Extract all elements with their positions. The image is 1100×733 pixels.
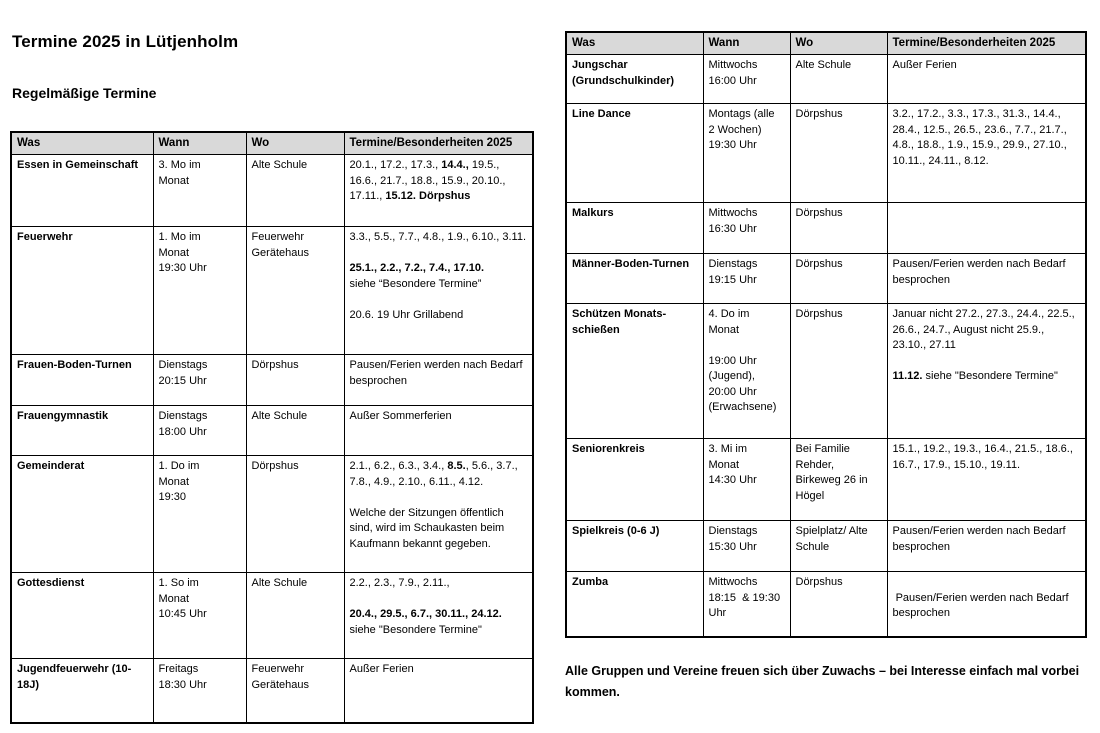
- cell-line: Dienstags: [708, 258, 758, 270]
- cell-line: Feuerwehr: [251, 663, 305, 675]
- date-bold: 25.1., 2.2., 7.2., 7.4., 17.10.: [349, 262, 485, 274]
- table-row: [566, 521, 1086, 572]
- dates-cell: [344, 227, 533, 355]
- date-text: 20.6. 19 Uhr Grillabend: [349, 308, 464, 321]
- event-name-cell: Malkurs: [566, 203, 703, 254]
- cell-line: [893, 369, 1081, 385]
- column-header: Was: [11, 132, 153, 155]
- cell-line: Dienstags: [158, 359, 208, 371]
- column-header: Wann: [703, 32, 790, 55]
- column-header: Termine/Besonderheiten 2025: [344, 132, 533, 155]
- cell-line: [350, 662, 528, 678]
- table-row: [11, 456, 533, 573]
- date-text: Pausen/Ferien werden nach Bedarf besprochen: [892, 525, 1069, 553]
- table-row: [566, 104, 1086, 203]
- event-name-cell: Frauen-Boden-Turnen: [11, 355, 153, 406]
- cell-line: 4. Do im: [708, 308, 750, 320]
- date-bold: 11.12.: [892, 370, 923, 382]
- cell-line: 1. Do im: [158, 460, 200, 472]
- when-cell: [153, 573, 246, 659]
- date-text: 3.2., 17.2., 3.3., 17.3., 31.3., 14.4., 28.4., 12.5., 26.5., 23.6., 7.7., 21.7., 4.8., 18.8., 1.9., 15.9., 29.9., 27.10., 10.11., 24.11., 8.12.: [892, 108, 1070, 167]
- event-name-cell: Line Dance: [566, 104, 703, 203]
- cell-line: 19:30 Uhr: [708, 139, 757, 151]
- event-name-cell: Feuerwehr: [11, 227, 153, 355]
- where-cell: [246, 659, 344, 723]
- cell-line: Dörpshus: [251, 460, 299, 472]
- cell-line: Dienstags: [708, 525, 758, 537]
- cell-line: Bei Familie: [795, 443, 850, 455]
- table-row: [566, 203, 1086, 254]
- dates-cell: [344, 406, 533, 456]
- cell-line: Gerätehaus: [251, 246, 309, 259]
- when-cell: [703, 104, 790, 203]
- cell-line: [350, 459, 528, 490]
- event-name-cell: Essen in Gemeinschaft: [11, 155, 153, 227]
- dates-cell: [344, 659, 533, 723]
- dates-cell: [887, 254, 1086, 304]
- dates-cell: [344, 155, 533, 227]
- cell-line: Dienstags: [158, 410, 208, 422]
- where-cell: [790, 304, 887, 439]
- cell-line: [350, 358, 528, 389]
- cell-line: Mittwochs: [708, 207, 758, 219]
- date-text: siehe “Besondere Termine”: [349, 277, 482, 290]
- event-name-cell: Schützen Monats-schießen: [566, 304, 703, 439]
- cell-line: Mittwochs: [708, 59, 758, 71]
- cell-line: Alte Schule: [795, 59, 852, 71]
- cell-line: 18:00 Uhr: [158, 425, 207, 438]
- cell-line: Monat: [158, 174, 190, 187]
- cell-line: [350, 592, 528, 608]
- when-cell: [703, 439, 790, 521]
- dates-cell: [344, 355, 533, 406]
- cell-line: Högel: [795, 489, 825, 502]
- cell-line: Monat: [158, 246, 190, 259]
- cell-line: 1. Mo im: [158, 231, 201, 243]
- cell-line: 3. Mi im: [708, 443, 747, 455]
- cell-line: Rehder,: [795, 458, 835, 471]
- dates-cell: [887, 55, 1086, 104]
- table-row: [11, 155, 533, 227]
- date-text: Außer Sommerferien: [349, 410, 452, 422]
- cell-line: 16:30 Uhr: [708, 222, 757, 235]
- when-cell: [153, 659, 246, 723]
- when-cell: [703, 572, 790, 637]
- cell-line: Dörpshus: [795, 308, 843, 320]
- event-name-cell: Gemeinderat: [11, 456, 153, 573]
- table-row: [11, 227, 533, 355]
- cell-line: Spielplatz/ Alte: [795, 525, 868, 537]
- where-cell: [790, 104, 887, 203]
- date-text: 2.2., 2.3., 7.9., 2.11.,: [349, 577, 450, 589]
- cell-line: 15:30 Uhr: [708, 540, 757, 553]
- cell-line: 16:00 Uhr: [708, 74, 757, 87]
- date-text: Außer Ferien: [892, 59, 957, 71]
- date-bold: 20.4., 29.5., 6.7., 30.11., 24.12.: [349, 608, 502, 620]
- when-cell: [153, 355, 246, 406]
- table-row: [566, 254, 1086, 304]
- column-header: Termine/Besonderheiten 2025: [887, 32, 1086, 55]
- where-cell: [246, 456, 344, 573]
- date-text: siehe "Besondere Termine": [922, 370, 1058, 382]
- dates-cell: [344, 456, 533, 573]
- cell-line: 18:30 Uhr: [158, 678, 207, 691]
- date-text: 15.1., 19.2., 19.3., 16.4., 21.5., 18.6., 16.7., 17.9., 15.10., 19.11.: [892, 443, 1076, 471]
- cell-line: [350, 623, 528, 639]
- when-cell: [703, 203, 790, 254]
- schedule-table-left: [10, 131, 534, 724]
- column-header: Wo: [246, 132, 344, 155]
- dates-cell: [344, 573, 533, 659]
- date-text: Außer Ferien: [349, 663, 414, 675]
- cell-line: [893, 58, 1081, 74]
- where-cell: [246, 227, 344, 355]
- date-text: Welche der Sitzungen öffentlich sind, wird im Schaukasten beim Kaufmann bekannt gegeben.: [349, 506, 508, 550]
- date-text: siehe "Besondere Termine": [349, 623, 482, 636]
- cell-line: [350, 261, 528, 277]
- event-name-cell: Gottesdienst: [11, 573, 153, 659]
- cell-line: Alte Schule: [251, 577, 308, 589]
- cell-line: 2 Wochen): [708, 123, 762, 136]
- date-bold: 14.4.,: [441, 159, 469, 171]
- cell-line: [350, 308, 528, 324]
- cell-line: 19:00 Uhr: [708, 354, 757, 367]
- date-text: Pausen/Ferien werden nach Bedarf besprochen: [349, 359, 526, 387]
- cell-line: [350, 158, 528, 205]
- where-cell: [246, 406, 344, 456]
- cell-line: [350, 409, 528, 425]
- closing-note: Alle Gruppen und Vereine freuen sich über Zuwachs – bei Interesse einfach mal vorbei kommen.: [565, 664, 1080, 699]
- event-name-cell: Seniorenkreis: [566, 439, 703, 521]
- cell-line: Alte Schule: [251, 159, 308, 171]
- cell-line: Freitags: [158, 663, 199, 675]
- event-name-cell: Zumba: [566, 572, 703, 637]
- where-cell: [790, 203, 887, 254]
- cell-line: [893, 575, 1081, 591]
- cell-line: 1. So im: [158, 577, 199, 589]
- date-text: Januar nicht 27.2., 27.3., 24.4., 22.5., 26.6., 24.7., August nicht 25.9., 23.10., 27.11: [892, 308, 1078, 351]
- where-cell: [790, 439, 887, 521]
- cell-line: Monat: [158, 592, 190, 605]
- cell-line: [893, 354, 1081, 370]
- when-cell: [703, 254, 790, 304]
- cell-line: Feuerwehr: [251, 231, 305, 243]
- cell-line: [350, 292, 528, 308]
- table-row: [566, 304, 1086, 439]
- date-text: Pausen/Ferien werden nach Bedarf besprochen: [892, 258, 1069, 286]
- cell-line: Monat: [708, 458, 740, 471]
- date-bold: 8.5.: [447, 460, 466, 472]
- cell-line: 19:15 Uhr: [708, 273, 757, 286]
- cell-line: 19:30 Uhr: [158, 262, 207, 274]
- page-title: Termine 2025 in Lütjenholm: [12, 32, 239, 51]
- event-name-cell: Jugendfeuerwehr (10-18J): [11, 659, 153, 723]
- cell-line: [350, 607, 528, 623]
- cell-line: 20:00 Uhr: [708, 385, 757, 398]
- cell-line: [893, 307, 1081, 354]
- cell-line: [350, 246, 528, 262]
- cell-line: [893, 107, 1081, 169]
- table-row: [11, 573, 533, 659]
- table-row: [11, 659, 533, 723]
- cell-line: Dörpshus: [795, 576, 843, 588]
- header-row: [566, 32, 1086, 55]
- cell-line: Monat: [708, 323, 740, 336]
- cell-line: Schule: [795, 540, 830, 553]
- cell-line: Alte Schule: [251, 410, 308, 422]
- dates-cell: [887, 572, 1086, 637]
- cell-line: (Jugend),: [708, 370, 755, 382]
- column-header: Was: [566, 32, 703, 55]
- date-text: 2.1., 6.2., 6.3., 3.4.,: [349, 460, 448, 472]
- cell-line: [350, 506, 528, 553]
- section-heading: Regelmäßige Termine: [12, 85, 157, 101]
- cell-line: [893, 591, 1081, 622]
- where-cell: [790, 254, 887, 304]
- date-text: 19.5., 16.6., 21.7., 18.8., 15.9., 20.10., 17.11.,: [349, 159, 509, 202]
- date-text: 20.1., 17.2., 17.3.,: [349, 159, 442, 171]
- cell-line: 18:15 & 19:30: [708, 591, 781, 604]
- when-cell: [703, 521, 790, 572]
- date-text: Pausen/Ferien werden nach Bedarf besprochen: [892, 591, 1072, 619]
- where-cell: [246, 355, 344, 406]
- cell-line: Birkeweg 26 in: [795, 474, 868, 486]
- cell-line: Dörpshus: [251, 359, 299, 371]
- cell-line: [893, 257, 1081, 288]
- table-row: [11, 355, 533, 406]
- dates-cell: [887, 203, 1086, 254]
- when-cell: [703, 304, 790, 439]
- cell-line: 10:45 Uhr: [158, 608, 207, 620]
- cell-line: Dörpshus: [795, 258, 843, 270]
- cell-line: [893, 524, 1081, 555]
- event-name-cell: Jungschar (Grundschulkinder): [566, 55, 703, 104]
- when-cell: [153, 406, 246, 456]
- cell-line: Gerätehaus: [251, 678, 309, 691]
- when-cell: [153, 155, 246, 227]
- cell-line: Montags (alle: [708, 108, 775, 120]
- when-cell: [153, 456, 246, 573]
- table-row: [566, 572, 1086, 637]
- dates-cell: [887, 521, 1086, 572]
- cell-line: Dörpshus: [795, 207, 843, 219]
- where-cell: [790, 521, 887, 572]
- cell-line: 19:30: [158, 491, 187, 503]
- column-header: Wo: [790, 32, 887, 55]
- cell-line: Uhr: [708, 607, 727, 619]
- cell-line: Monat: [158, 475, 190, 488]
- event-name-cell: Männer-Boden-Turnen: [566, 254, 703, 304]
- cell-line: 14:30 Uhr: [708, 474, 757, 486]
- cell-line: 20:15 Uhr: [158, 374, 207, 387]
- date-text: 3.3., 5.5., 7.7., 4.8., 1.9., 6.10., 3.11.: [349, 231, 527, 243]
- when-cell: [153, 227, 246, 355]
- table-row: [11, 406, 533, 456]
- cell-line: [350, 277, 528, 293]
- when-cell: [703, 55, 790, 104]
- date-bold: 15.12. Dörpshus: [385, 190, 471, 202]
- event-name-cell: Spielkreis (0-6 J): [566, 521, 703, 572]
- date-text: , 5.6., 3.7., 7.8., 4.9., 2.10., 6.11., 4.12.: [349, 460, 521, 488]
- cell-line: [350, 490, 528, 506]
- dates-cell: [887, 304, 1086, 439]
- where-cell: [246, 155, 344, 227]
- dates-cell: [887, 104, 1086, 203]
- where-cell: [790, 572, 887, 637]
- where-cell: [246, 573, 344, 659]
- where-cell: [790, 55, 887, 104]
- schedule-table-right: [565, 31, 1087, 638]
- cell-line: [893, 442, 1081, 473]
- dates-cell: [887, 439, 1086, 521]
- cell-line: (Erwachsene): [708, 401, 777, 413]
- cell-line: [350, 230, 528, 246]
- table-row: [566, 439, 1086, 521]
- cell-line: [350, 576, 528, 592]
- cell-line: [709, 338, 785, 354]
- cell-line: Mittwochs: [708, 576, 758, 588]
- column-header: Wann: [153, 132, 246, 155]
- header-row: [11, 132, 533, 155]
- cell-line: Dörpshus: [795, 108, 843, 120]
- table-row: [566, 55, 1086, 104]
- cell-line: 3. Mo im: [158, 159, 201, 171]
- event-name-cell: Frauengymnastik: [11, 406, 153, 456]
